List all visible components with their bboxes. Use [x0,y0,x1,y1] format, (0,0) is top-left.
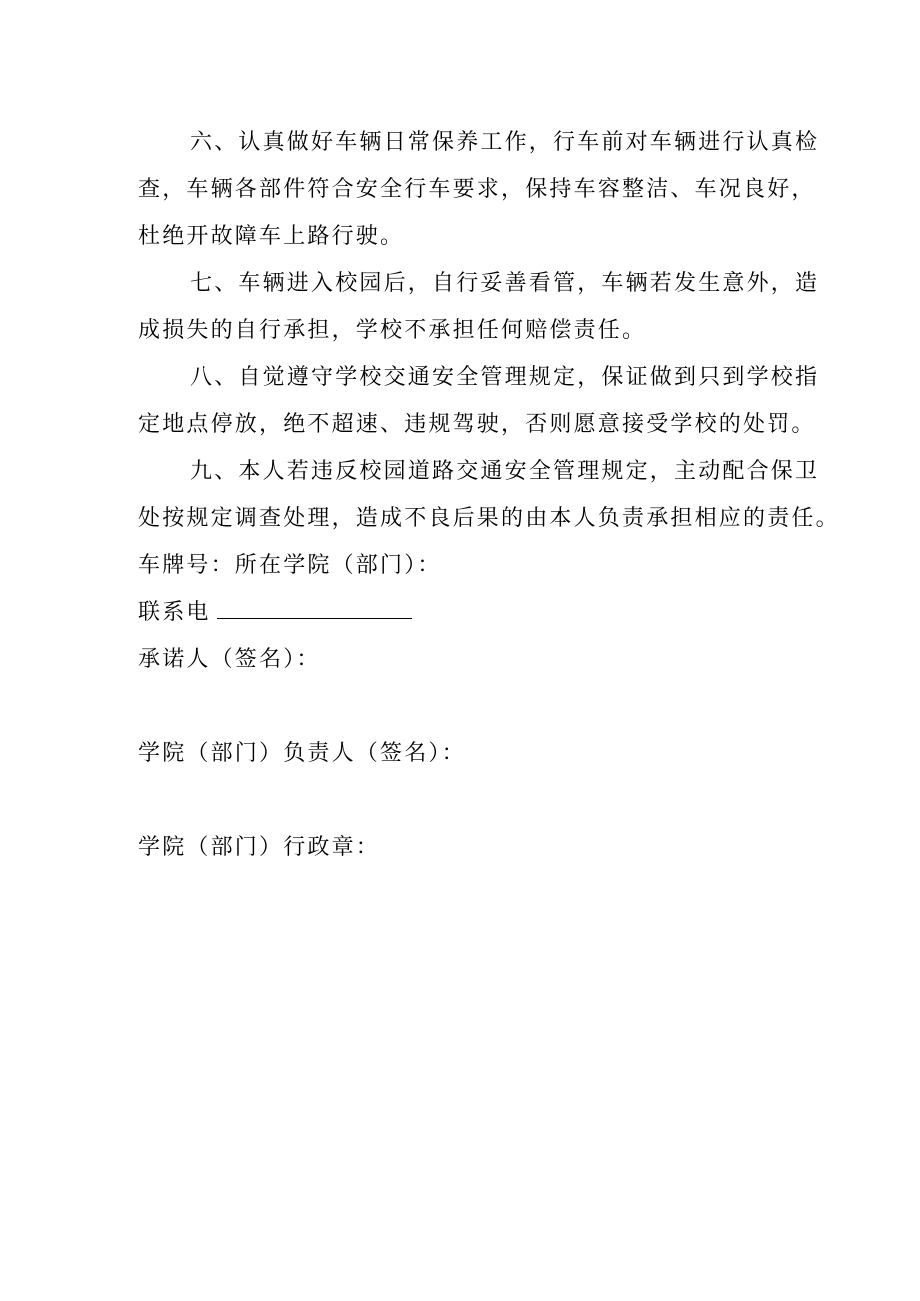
document-body [138,119,840,871]
paragraph-line: 杜绝开故障车上路行驶。 [138,224,405,249]
paragraph-line: 六、认真做好车辆日常保养工作，行车前对车辆进行认真检 [190,130,820,155]
promisor-signature-field [138,636,798,683]
dept-seal-label: 学院（部门）行政章： [138,835,381,860]
paragraph-line: 查，车辆各部件符合安全行车要求，保持车容整洁、车况良好， [138,177,816,202]
plate-and-college-field [138,542,798,589]
paragraph-line: 九、本人若违反校园道路交通安全管理规定，主动配合保卫 [190,459,820,484]
plate-and-college-label: 车牌号：所在学院（部门）： [138,553,442,578]
paragraph-line: 成损失的自行承担，学校不承担任何赔偿责任。 [138,318,647,343]
paragraph-line: 处按规定调查处理，造成不良后果的由本人负责承担相应的责任。 [138,506,840,531]
promisor-signature-label: 承诺人（签名）： [138,647,321,672]
paragraph-line: 八、自觉遵守学校交通安全管理规定，保证做到只到学校指 [190,365,820,390]
paragraph-six [138,119,820,260]
paragraph-nine [138,448,840,542]
phone-blank-line [217,594,412,619]
phone-label: 联系电 [138,600,211,625]
dept-head-signature-field [138,730,798,777]
paragraph-line: 定地点停放，绝不超速、违规驾驶，否则愿意接受学校的处罚。 [138,412,816,437]
phone-field [138,589,798,636]
paragraph-eight [138,354,820,448]
dept-head-signature-label: 学院（部门）负责人（签名）： [138,741,466,766]
dept-seal-field [138,824,798,871]
paragraph-seven [138,260,820,354]
paragraph-line: 七、车辆进入校园后，自行妥善看管，车辆若发生意外，造 [190,271,820,296]
